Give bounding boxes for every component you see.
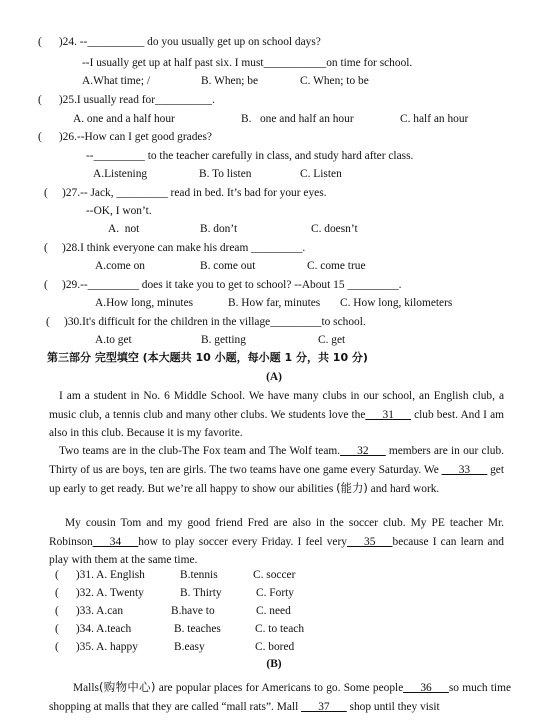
question-26: ( )26.--How can I get good grades? (38, 131, 212, 143)
q30-option-b: B. getting (201, 334, 246, 346)
q28-option-a: A.come on (95, 260, 145, 272)
q32-number: ( )32. A. Twenty (55, 587, 144, 599)
q33-option-c: C. need (256, 605, 291, 617)
q25-option-a: A. one and a half hour (73, 113, 175, 125)
q30-option-c: C. get (318, 334, 346, 346)
q31-number: ( )31. A. English (55, 569, 145, 581)
q32-option-b: B. Thirty (180, 587, 222, 599)
q26-option-c: C. Listen (300, 168, 342, 180)
q34-option-c: C. to teach (255, 623, 305, 635)
q34-number: ( )34. A.teach (55, 623, 132, 635)
q29-option-a: A.How long, minutes (95, 297, 194, 309)
q32-option-c: C. Forty (256, 587, 294, 599)
question-30: ( )30.It's difficult for the children in the village_________to school. (46, 316, 366, 328)
q24-option-b: B. When; be (201, 75, 259, 87)
blank-34: ___34___ (92, 535, 139, 548)
q35-option-c: C. bored (255, 641, 295, 653)
q29-option-c: C. How long, kilometers (340, 297, 453, 309)
blank-32: ___32___ (340, 445, 386, 457)
passage-a-paragraph-1: I am a student in No. 6 Middle School. We have many clubs in our school, an English club, a music club, a tennis club and many other clubs. We students love the___31___ club best. And I am also in this club. Because it is my favorite. (49, 390, 504, 440)
q25-option-b: B. one and half an hour (241, 113, 354, 125)
question-27: ( )27.-- Jack, _________ read in bed. It’s bad for your eyes. (44, 187, 327, 199)
question-24: ( )24. --__________ do you usually get up on school days? (38, 36, 321, 48)
q35-number: ( )35. A. happy (55, 641, 138, 653)
q31-option-b: B.tennis (180, 569, 218, 581)
blank-37: ___37___ (301, 700, 347, 713)
q28-option-c: C. come true (307, 260, 366, 272)
blank-36: ___36___ (403, 682, 449, 694)
q26-option-b: B. To listen (199, 168, 252, 180)
question-26-line2: --_________ to the teacher carefully in class, and study hard after class. (86, 150, 414, 162)
passage-a-paragraph-3: My cousin Tom and my good friend Fred are also in the soccer club. My PE teacher Mr. Robinson___34___how to play soccer every Friday. I feel very___35___because I can learn and play with them at the same time. (49, 517, 504, 567)
q27-option-b: B. don’t (200, 223, 238, 235)
q27-option-a: A. not (108, 223, 140, 235)
question-28: ( )28.I think everyone can make his dream _________. (44, 242, 306, 254)
q34-option-b: B. teaches (174, 623, 221, 635)
passage-b-label: (B) (266, 658, 282, 670)
q33-option-b: B.have to (171, 605, 215, 617)
q31-option-c: C. soccer (253, 569, 296, 581)
q27-option-c: C. doesn’t (311, 223, 358, 235)
q33-number: ( )33. A.can (55, 605, 124, 617)
blank-33: ___33___ (441, 463, 488, 476)
question-29: ( )29.--_________ does it take you to get to school? --About 15 _________. (44, 279, 402, 291)
q28-option-b: B. come out (200, 260, 256, 272)
q24-option-a: A.What time; / (82, 75, 151, 87)
passage-b-paragraph: Malls(购物中心) are popular places for Americans to go. Some people___36___so much time shopping at malls that they are called “mall rats”. Mall ___37___ shop until they visit (49, 680, 512, 713)
question-25: ( )25.I usually read for__________. (38, 94, 215, 106)
blank-35: ___35___ (346, 535, 393, 548)
blank-31: ___31___ (365, 408, 411, 421)
section-3-heading: 第三部分 完型填空 (本大题共 10 小题，每小题 1 分，共 10 分) (47, 351, 368, 364)
q24-option-c: C. When; to be (300, 75, 369, 87)
passage-a-label: (A) (266, 371, 282, 383)
question-27-line2: --OK, I won’t. (86, 205, 152, 217)
q26-option-a: A.Listening (93, 168, 148, 180)
question-24-answer: --I usually get up at half past six. I must___________on time for school. (82, 57, 413, 69)
q25-option-c: C. half an hour (400, 113, 469, 125)
q29-option-b: B. How far, minutes (228, 297, 321, 309)
q30-option-a: A.to get (95, 334, 132, 346)
passage-a-paragraph-2: Two teams are in the club-The Fox team and The Wolf team.___32___ members are in our club. Thirty of us are boys, ten are girls. The two teams have one game every Saturday. We ___33___ get up early to get ready. But we’re all happy to show our abilities (能力) and hard work. (49, 445, 505, 496)
q35-option-b: B.easy (174, 641, 205, 653)
